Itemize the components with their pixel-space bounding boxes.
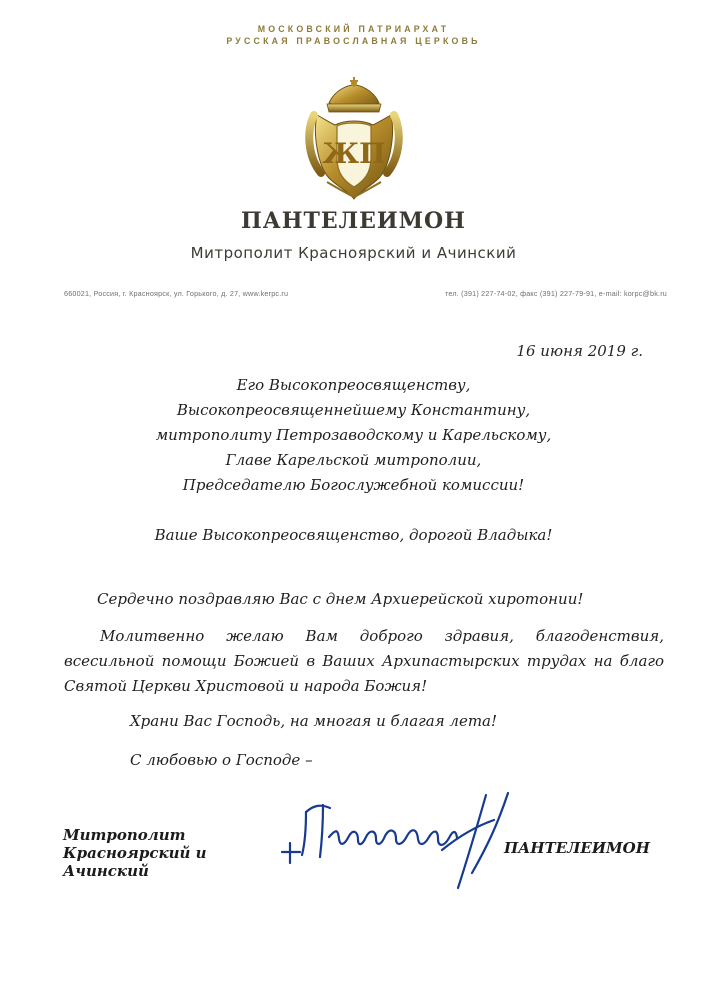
contact-address: 660021, Россия, г. Красноярск, ул. Горького, д. 27, www.kerpc.ru xyxy=(64,289,289,298)
handwritten-signature xyxy=(278,785,523,890)
addressee-line-2: Высокопреосвященнейшему Константину, xyxy=(176,401,531,419)
addressee-line-3: митрополиту Петрозаводскому и Карельскому, xyxy=(155,426,552,444)
addressee-line-4: Главе Карельской митрополии, xyxy=(225,451,482,469)
blessing-paragraph: Храни Вас Господь, на многая и благая лета! xyxy=(130,712,498,730)
signatory-title-line-2: Красноярский и Ачинский xyxy=(63,844,207,880)
metropolitan-office-title: Митрополит Красноярский и Ачинский xyxy=(190,244,517,262)
header-line-1: МОСКОВСКИЙ ПАТРИАРХАТ xyxy=(257,24,450,34)
contact-phone-email: тел. (391) 227-74-02, факс (391) 227-79-91, e-mail: korpc@bk.ru xyxy=(445,289,667,298)
header-line-2: РУССКАЯ ПРАВОСЛАВНАЯ ЦЕРКОВЬ xyxy=(226,36,481,46)
congratulation-paragraph: Сердечно поздравляю Вас с днем Архиерейской хиротонии! xyxy=(97,590,584,608)
crest-icon xyxy=(299,77,409,203)
letter-greeting: Ваше Высокопреосвященство, дорогой Владыка! xyxy=(154,526,553,544)
crest-monogram: ЖП xyxy=(322,137,386,170)
addressee-line-1: Его Высокопреосвященству, xyxy=(236,376,471,394)
wishes-paragraph: Молитвенно желаю Вам доброго здравия, благоденствия, всесильной помощи Божией в Ваших Архипастырских трудах на благо Святой Церкви Христовой и народа Божия! xyxy=(64,627,664,695)
signatory-title xyxy=(63,826,283,880)
letter-date: 16 июня 2019 г. xyxy=(516,342,643,360)
signatory-title-line-1: Митрополит xyxy=(63,826,186,844)
metropolitan-name-title: ПАНТЕЛЕИМОН xyxy=(241,208,466,234)
patriarchate-header xyxy=(0,23,707,47)
addressee-block xyxy=(0,373,707,498)
closing-line: С любовью о Господе – xyxy=(130,751,313,769)
signatory-name: ПАНТЕЛЕИМОН xyxy=(504,839,650,857)
addressee-line-5: Председателю Богослужебной комиссии! xyxy=(182,476,525,494)
